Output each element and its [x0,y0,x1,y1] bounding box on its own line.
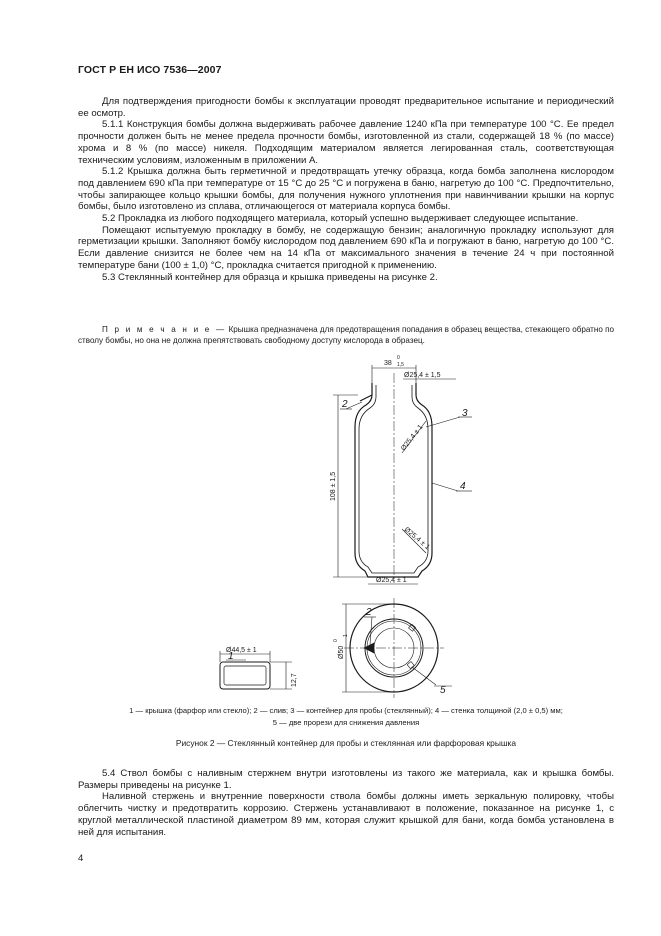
page-header: ГОСТ Р ЕН ИСО 7536—2007 [78,64,222,76]
leader-2-line [346,402,362,409]
leader-1-label: 1 [228,651,234,662]
body-text-bottom [78,768,614,838]
dim-cap-dia-label: Ø44,5 ± 1 [226,647,257,654]
leader-4-label: 4 [460,481,466,492]
page-number: 4 [78,853,84,864]
note-text: Крышка предназначена для предотвращения попадания в образец вещества, стекающего обратно по стволу бомбы, но она не должна препятствовать свободному доступу кислорода в образец. [78,325,614,345]
dim-neck-label: 38 [384,360,392,367]
dim-plan-tol2: 1 [343,634,349,637]
note-label: П р и м е ч а н и е — [102,325,227,334]
note [78,324,614,346]
legend-line-1: 1 — крышка (фарфор или стекло); 2 — слив; 3 — контейнер для пробы (стеклянный); 4 — стенка толщиной (2,0 ± 0,5) мм; [129,706,563,715]
dim-height-label: 108 ± 1,5 [330,471,337,501]
leader-2-plan-label: 2 [366,607,372,618]
dim-cap-h-label: 12,7 [291,673,298,687]
body-text-top [78,96,614,283]
paragraph: Наливной стержень и внутренние поверхности ствола бомбы должны иметь зеркальную полировку, чтобы облегчить чистку и предотвратить коррозию. Стержень устанавливают в положение, показанное на рисунке 1, с круглой металлической пластиной диаметром 89 мм, которая служит крышкой для бани, когда бомба установлена в ней для испытания. [78,791,614,838]
dim-plan-label: Ø50 [338,645,345,659]
dim-base-label: Ø25,4 ± 1 [376,577,407,584]
paragraph: Для подтверждения пригодности бомбы к эксплуатации проводят предварительное испытание и периодический ее осмотр. [78,96,614,119]
leader-3-label: 3 [462,408,468,419]
figure-caption: Рисунок 2 — Стеклянный контейнер для пробы и стеклянная или фарфоровая крышка [175,738,517,748]
paragraph-5-1-2: 5.1.2 Крышка должна быть герметичной и предотвращать утечку образца, когда бомба заполнена кислородом под давлением 690 кПа при температуре от 15 °С до 25 °С и погружена в баню, нагретую до 100 °С. Предпочтительно, чтобы запирающее кольцо крышки бомбы, для получения нужного уплотнения при навинчивании крышки на корпус бомбы, было изготовлено из сплава, отличающегося от материала корпуса бомбы. [78,166,614,213]
plan-view [344,598,444,698]
leader-4-line [432,483,458,491]
paragraph-5-2: 5.2 Прокладка из любого подходящего материала, который успешно выдерживает следующее испытание. [102,213,579,225]
container-side-view [355,383,432,577]
dim-lip-label: Ø25,4 ± 1,5 [404,372,441,379]
legend-line-2: 5 — две прорези для снижения давления [272,718,420,727]
dim-plan-tol: 0 [333,639,339,642]
paragraph-5-1-1: 5.1.1 Конструкция бомбы должна выдерживать рабочее давление 1240 кПа при температуре 100 °С. Ее предел прочности должен быть не менее предела прочности бомбы, изготовленной из стали, содержащей 18 % (по массе) хрома и 8 % (по массе) никеля. Подходящим материалом является легированная сталь, соответствующая техническим условиям, изложенным в приложении А. [78,119,614,166]
paragraph-5-4: 5.4 Ствол бомбы с наливным стержнем внутри изготовлены из такого же материала, как и крышка бомбы. Размеры приведены на рисунке 1. [78,768,614,791]
figure-legend [78,705,614,729]
figure-2-drawing [200,355,500,700]
leader-2-label: 2 [342,399,348,410]
container-outline [355,383,432,577]
dim-neck-tol-up: 0 [397,355,400,361]
paragraph: Помещают испытуемую прокладку в бомбу, не содержащую бензин; аналогичную прокладку используют для герметизации крышки. Заполняют бомбу кислородом под давлением 690 кПа и погружают в баню, нагретую до 100 °С. Если давление снизится не более чем на 14 кПа от максимального значения в течение 24 ч при постоянной температуре бани (100 ± 1,0) °С, прокладка считается пригодной к применению. [78,224,614,271]
dim-body-bottom-label: Ø25,4 ± 1 [402,526,431,552]
dim-neck-tol-low: 1,5 [397,362,404,368]
paragraph-5-3: 5.3 Стеклянный контейнер для образца и крышка приведены на рисунке 2. [102,271,438,283]
leader-5-label: 5 [440,685,446,696]
dim-height [333,395,368,577]
dim-body-top-label: Ø25,4 ± 1 [400,423,425,453]
